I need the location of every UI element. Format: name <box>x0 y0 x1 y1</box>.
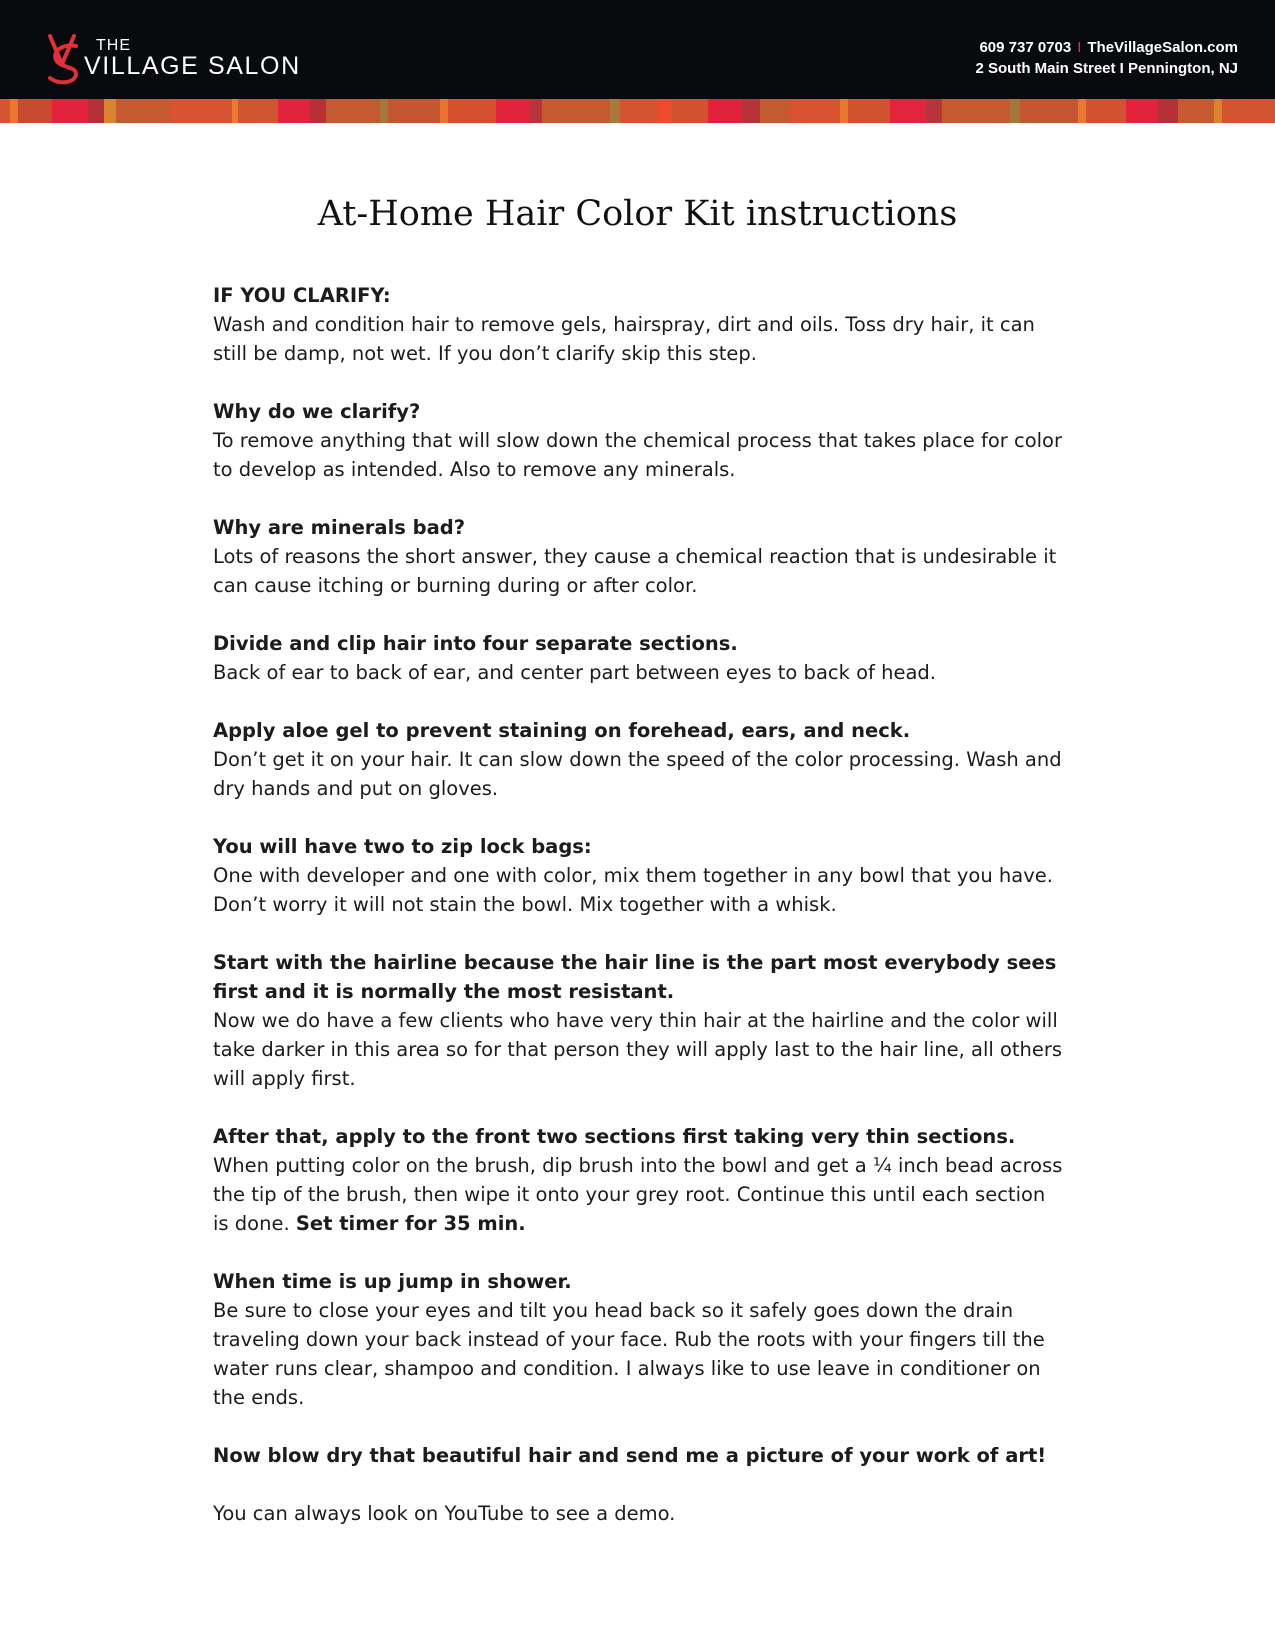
header-bar <box>0 0 1275 99</box>
closing-line <box>213 1441 1063 1470</box>
section-body: One with developer and one with color, mix them together in any bowl that you have. Don’t worry it will not stain the bowl. Mix together with a whisk. <box>213 864 1053 916</box>
section-heading: Why are minerals bad? <box>213 516 466 539</box>
section-heading: Apply aloe gel to prevent staining on forehead, ears, and neck. <box>213 719 911 742</box>
section-after-that <box>213 1122 1063 1238</box>
section-heading: Divide and clip hair into four separate sections. <box>213 632 738 655</box>
instructions-body <box>213 281 1063 1557</box>
section-hairline <box>213 948 1063 1093</box>
website-link[interactable]: TheVillageSalon.com <box>1087 39 1238 56</box>
contact-separator: I <box>1077 39 1082 56</box>
section-body: Now we do have a few clients who have very thin hair at the hairline and the color will take darker in this area so for that person they will apply last to the hair line, all others will apply first. <box>213 1009 1063 1090</box>
timer-note: Set timer for 35 min. <box>295 1212 526 1235</box>
contact-info <box>975 37 1238 79</box>
section-body: Wash and condition hair to remove gels, hairspray, dirt and oils. Toss dry hair, it can still be damp, not wet. If you don’t clarify skip this step. <box>213 313 1035 365</box>
contact-line-1 <box>975 37 1238 58</box>
section-heading: Why do we clarify? <box>213 400 421 423</box>
address: 2 South Main Street I Pennington, NJ <box>975 60 1238 77</box>
section-heading: IF YOU CLARIFY: <box>213 284 391 307</box>
youtube-note: You can always look on YouTube to see a demo. <box>213 1502 676 1525</box>
section-shower <box>213 1267 1063 1412</box>
phone-number: 609 737 0703 <box>979 39 1072 56</box>
section-heading: Start with the hairline because the hair line is the part most everybody sees first and it is normally the most resistant. <box>213 951 1057 1003</box>
closing-text: Now blow dry that beautiful hair and send me a picture of your work of art! <box>213 1444 1047 1467</box>
section-why-clarify <box>213 397 1063 484</box>
section-body: Back of ear to back of ear, and center part between eyes to back of head. <box>213 661 936 684</box>
section-body: Don’t get it on your hair. It can slow down the speed of the color processing. Wash and dry hands and put on gloves. <box>213 748 1062 800</box>
section-body: Lots of reasons the short answer, they cause a chemical reaction that is undesirable it can cause itching or burning during or after color. <box>213 545 1057 597</box>
salon-logo <box>46 34 326 86</box>
section-body: When putting color on the brush, dip brush into the bowl and get a ¼ inch bead across the tip of the brush, then wipe it onto your grey root. Continue this until each section is done. <box>213 1154 1063 1235</box>
section-lead: After that, apply to the front two sections first taking very thin sections. <box>213 1125 1016 1148</box>
logo-name-text: VILLAGE SALON <box>84 52 301 80</box>
logo-the-text: THE <box>96 37 131 54</box>
section-heading: When time is up jump in shower. <box>213 1270 572 1293</box>
document-title: At-Home Hair Color Kit instructions <box>317 194 958 234</box>
section-body: Be sure to close your eyes and tilt you head back so it safely goes down the drain traveling down your back instead of your face. Rub the roots with your fingers till the water runs clear, shampoo and condition. I always like to use leave in conditioner on the ends. <box>213 1299 1045 1409</box>
section-zip-bags <box>213 832 1063 919</box>
section-divide <box>213 629 1063 687</box>
section-heading: You will have two to zip lock bags: <box>213 835 592 858</box>
section-body: To remove anything that will slow down the chemical process that takes place for color to develop as intended. Also to remove any minerals. <box>213 429 1062 481</box>
section-minerals <box>213 513 1063 600</box>
decorative-stripe-band <box>0 99 1275 123</box>
section-clarify <box>213 281 1063 368</box>
section-aloe <box>213 716 1063 803</box>
